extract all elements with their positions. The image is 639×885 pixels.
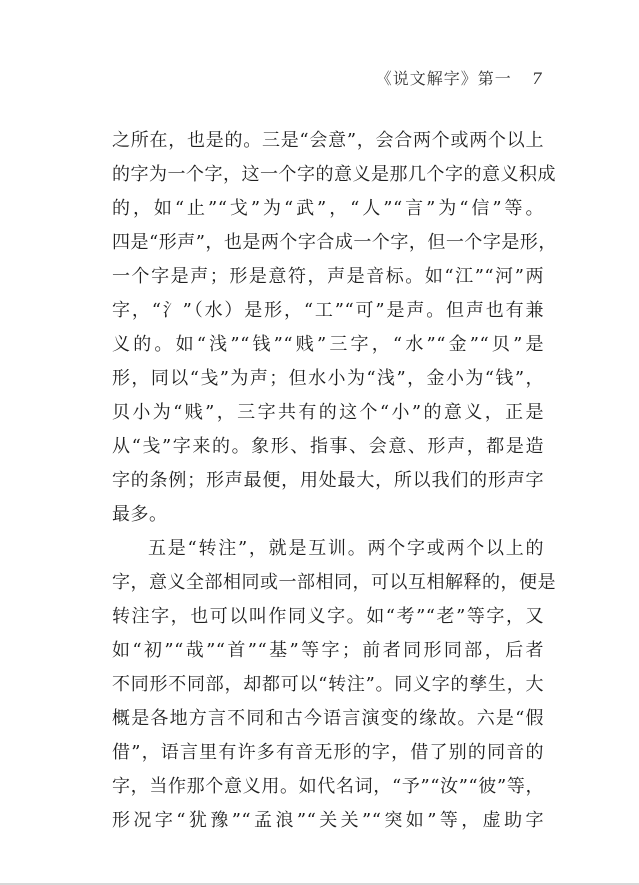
- text-line: 形况字“犹豫”“孟浪”“关关”“突如”等，虚助字: [112, 810, 544, 831]
- text-line: 不同形不同部，却都可以“转注”。同义字的孳生，大: [112, 674, 544, 695]
- text-line: 的字为一个字，这一个字的意义是那几个字的意义积成: [112, 164, 556, 185]
- running-title: 《说文解字》第一: [375, 69, 512, 88]
- text-line: 贝小为“贱”，三字共有的这个“小”的意义，正是: [112, 402, 544, 423]
- text-line: 之所在，也是的。三是“会意”，会合两个或两个以上: [112, 130, 544, 151]
- page-number: 7: [531, 69, 543, 88]
- text-line: 如“初”“哉”“首”“基”等字；前者同形同部，后者: [112, 640, 544, 661]
- paragraph-2: [112, 532, 556, 838]
- text-line: 的，如“止”“戈”为“武”，“人”“言”为“信”等。: [112, 198, 544, 219]
- text-line: 一个字是声；形是意符，声是音标。如“江”“河”两: [112, 266, 544, 287]
- text-line: 四是“形声”，也是两个字合成一个字，但一个字是形，: [112, 232, 557, 253]
- paragraph-1: [112, 124, 557, 532]
- text-line: 最多。: [112, 504, 168, 525]
- text-line: 形，同以“戋”为声；但水小为“浅”，金小为“钱”，: [112, 368, 544, 389]
- text-line: 字，意义全部相同或一部相同，可以互相解释的，便是: [112, 572, 556, 593]
- text-line: 转注字，也可以叫作同义字。如“考”“老”等字，又: [112, 606, 544, 627]
- body-text: [112, 124, 557, 838]
- text-line: 从“戋”字来的。象形、指事、会意、形声，都是造: [112, 436, 544, 457]
- text-line: 字，“氵”（水）是形，“工”“可”是声。但声也有兼: [112, 300, 544, 321]
- text-line: 借”，语言里有许多有音无形的字，借了别的同音的: [112, 742, 544, 763]
- running-header: [376, 66, 543, 89]
- text-line: 义的。如“浅”“钱”“贱”三字，“水”“金”“贝”是: [112, 334, 544, 355]
- text-line: 概是各地方言不同和古今语言演变的缘故。六是“假: [112, 708, 544, 729]
- text-line: 五是“转注”，就是互训。两个字或两个以上的: [148, 538, 544, 559]
- text-line: 字，当作那个意义用。如代名词，“予”“汝”“彼”等，: [112, 776, 544, 797]
- text-line: 字的条例；形声最便，用处最大，所以我们的形声字: [112, 470, 544, 491]
